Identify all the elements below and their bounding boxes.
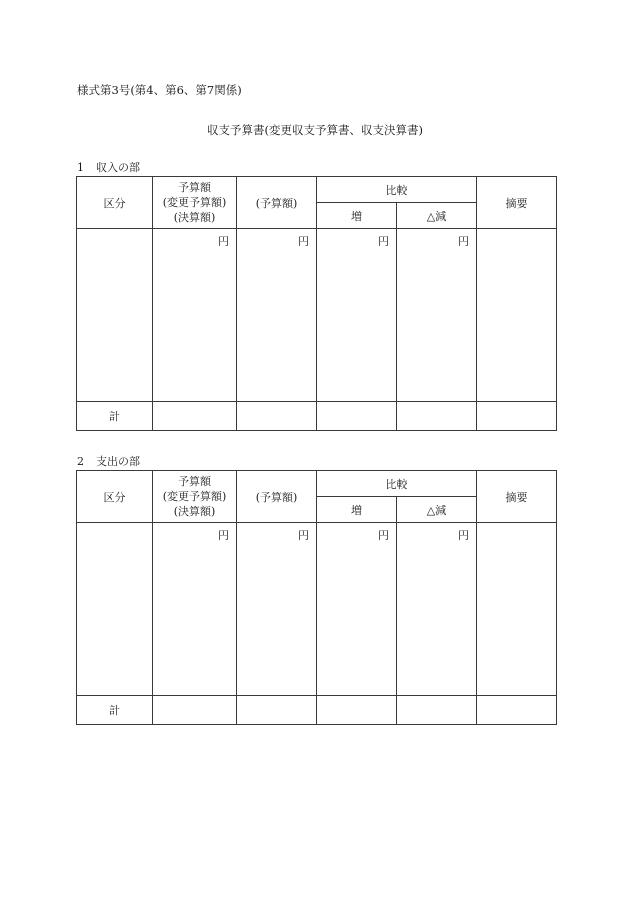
category-header: 区分 bbox=[77, 177, 153, 229]
budget-header-line2: (変更予算額) bbox=[162, 196, 227, 209]
comparison-header: 比較 bbox=[317, 471, 477, 497]
prior-budget-cell[interactable]: 円 bbox=[237, 229, 317, 402]
category-cell[interactable] bbox=[77, 229, 153, 402]
remarks-header: 摘要 bbox=[477, 177, 557, 229]
category-header: 区分 bbox=[77, 471, 153, 523]
decrease-cell[interactable]: 円 bbox=[397, 229, 477, 402]
budget-header-line1: 予算額 bbox=[178, 475, 211, 488]
increase-header: 増 bbox=[317, 203, 397, 229]
form-number-label: 様式第3号(第4、第6、第7関係) bbox=[77, 83, 242, 97]
expenditure-section-title bbox=[77, 455, 140, 469]
expenditure-table bbox=[76, 470, 557, 725]
comparison-header: 比較 bbox=[317, 177, 477, 203]
budget-header-line3: (決算額) bbox=[173, 211, 216, 224]
increase-cell[interactable]: 円 bbox=[317, 229, 397, 402]
remarks-cell[interactable] bbox=[477, 229, 557, 402]
budget-amount-cell[interactable]: 円 bbox=[153, 523, 237, 696]
prior-budget-cell[interactable]: 円 bbox=[237, 523, 317, 696]
total-increase-cell[interactable] bbox=[317, 696, 397, 725]
increase-cell[interactable]: 円 bbox=[317, 523, 397, 696]
prior-budget-header: (予算額) bbox=[237, 177, 317, 229]
remarks-cell[interactable] bbox=[477, 523, 557, 696]
expenditure-section-number: 2 bbox=[77, 455, 84, 468]
total-increase-cell[interactable] bbox=[317, 402, 397, 431]
expenditure-section-label: 支出の部 bbox=[96, 455, 140, 468]
decrease-cell[interactable]: 円 bbox=[397, 523, 477, 696]
total-budget-cell[interactable] bbox=[153, 696, 237, 725]
expenditure-total-row bbox=[77, 696, 557, 725]
document-title: 収支予算書(変更収支予算書、収支決算書) bbox=[207, 123, 423, 137]
income-section-number: 1 bbox=[77, 161, 84, 174]
budget-header-line3: (決算額) bbox=[173, 505, 216, 518]
total-decrease-cell[interactable] bbox=[397, 402, 477, 431]
decrease-header: △減 bbox=[397, 497, 477, 523]
income-body-row bbox=[77, 229, 557, 402]
total-prior-budget-cell[interactable] bbox=[237, 402, 317, 431]
total-label: 計 bbox=[77, 696, 153, 725]
income-section-label: 収入の部 bbox=[96, 161, 140, 174]
budget-header-line2: (変更予算額) bbox=[162, 490, 227, 503]
total-prior-budget-cell[interactable] bbox=[237, 696, 317, 725]
total-budget-cell[interactable] bbox=[153, 402, 237, 431]
income-total-row bbox=[77, 402, 557, 431]
category-cell[interactable] bbox=[77, 523, 153, 696]
income-section-title bbox=[77, 161, 140, 175]
budget-header-line1: 予算額 bbox=[178, 181, 211, 194]
budget-amount-header bbox=[153, 471, 237, 523]
decrease-header: △減 bbox=[397, 203, 477, 229]
total-remarks-cell[interactable] bbox=[477, 402, 557, 431]
budget-amount-cell[interactable]: 円 bbox=[153, 229, 237, 402]
expenditure-body-row bbox=[77, 523, 557, 696]
budget-amount-header bbox=[153, 177, 237, 229]
increase-header: 増 bbox=[317, 497, 397, 523]
total-label: 計 bbox=[77, 402, 153, 431]
income-table bbox=[76, 176, 557, 431]
total-decrease-cell[interactable] bbox=[397, 696, 477, 725]
remarks-header: 摘要 bbox=[477, 471, 557, 523]
total-remarks-cell[interactable] bbox=[477, 696, 557, 725]
prior-budget-header: (予算額) bbox=[237, 471, 317, 523]
